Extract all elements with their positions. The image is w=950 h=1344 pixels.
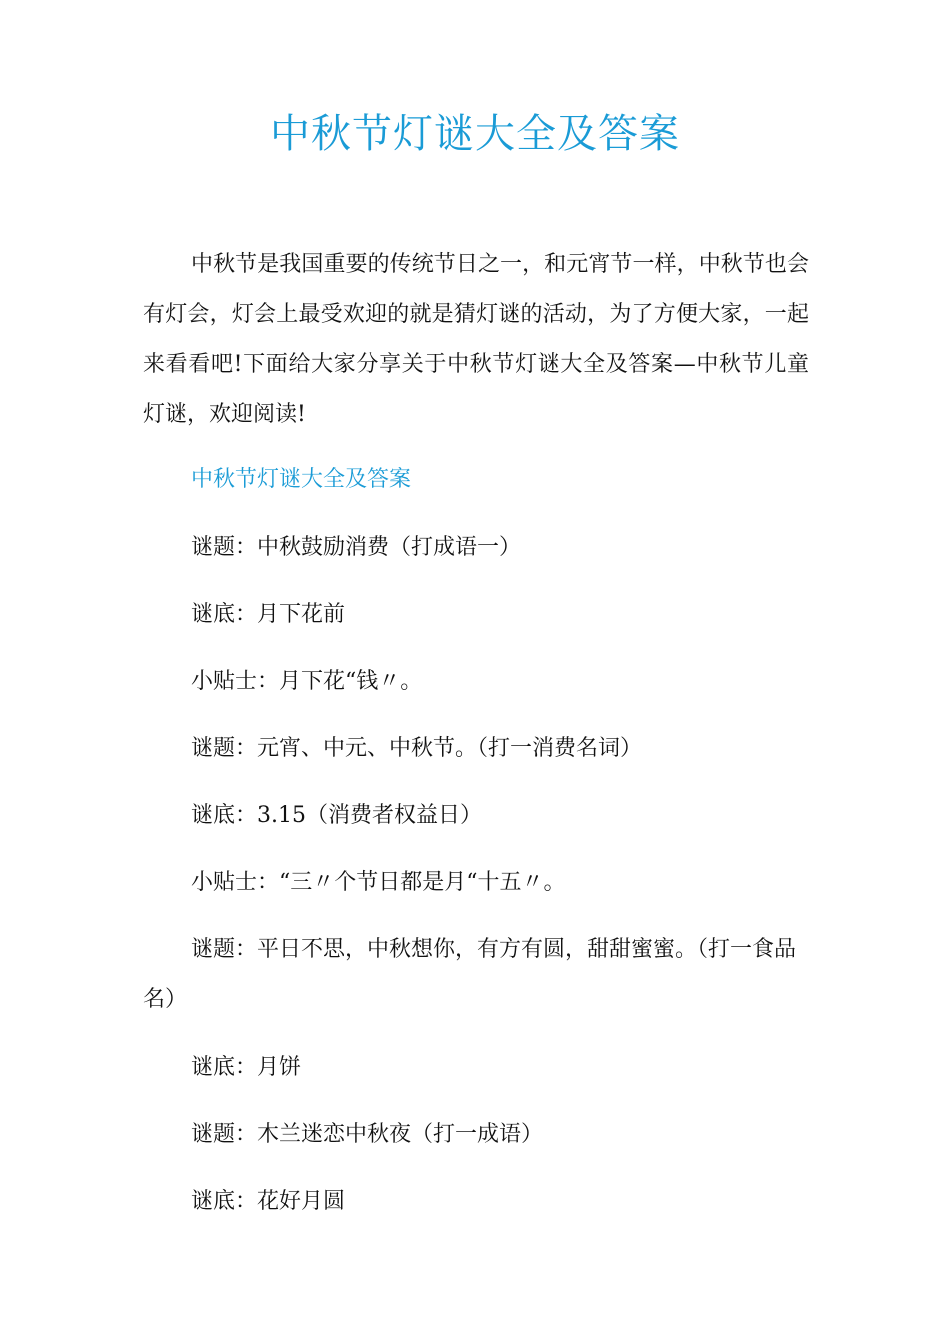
riddle-answer-3: 谜底：月饼: [191, 1055, 302, 1080]
intro-paragraph: 中秋节是我国重要的传统节日之一，和元宵节一样，中秋节也会有灯会，灯会上最受欢迎的就是猜灯谜的活动，为了方便大家，一起来看看吧!下面给大家分享关于中秋节灯谜大全及答案—中秋节儿童灯谜，欢迎阅读!: [143, 252, 809, 427]
riddle-question-3: 谜题：平日不思，中秋想你，有方有圆，甜甜蜜蜜。（打一食品名）: [143, 937, 797, 1012]
riddle-answer-1: 谜底：月下花前: [191, 602, 346, 627]
section-heading: 中秋节灯谜大全及答案: [191, 467, 412, 492]
riddle-question-1: 谜题：中秋鼓励消费（打成语一）: [191, 535, 522, 560]
riddle-answer-2: 谜底：3.15（消费者权益日）: [191, 803, 482, 828]
riddle-tip-2: 小贴士：“三〃个节日都是月“十五〃。: [191, 870, 566, 895]
document-title: 中秋节灯谜大全及答案: [270, 111, 680, 157]
riddle-question-2: 谜题：元宵、中元、中秋节。（打一消费名词）: [191, 736, 643, 761]
riddle-answer-4: 谜底：花好月圆: [191, 1189, 346, 1214]
riddle-question-4: 谜题：木兰迷恋中秋夜（打一成语）: [191, 1122, 544, 1147]
riddle-tip-1: 小贴士：月下花“钱〃。: [191, 669, 423, 694]
